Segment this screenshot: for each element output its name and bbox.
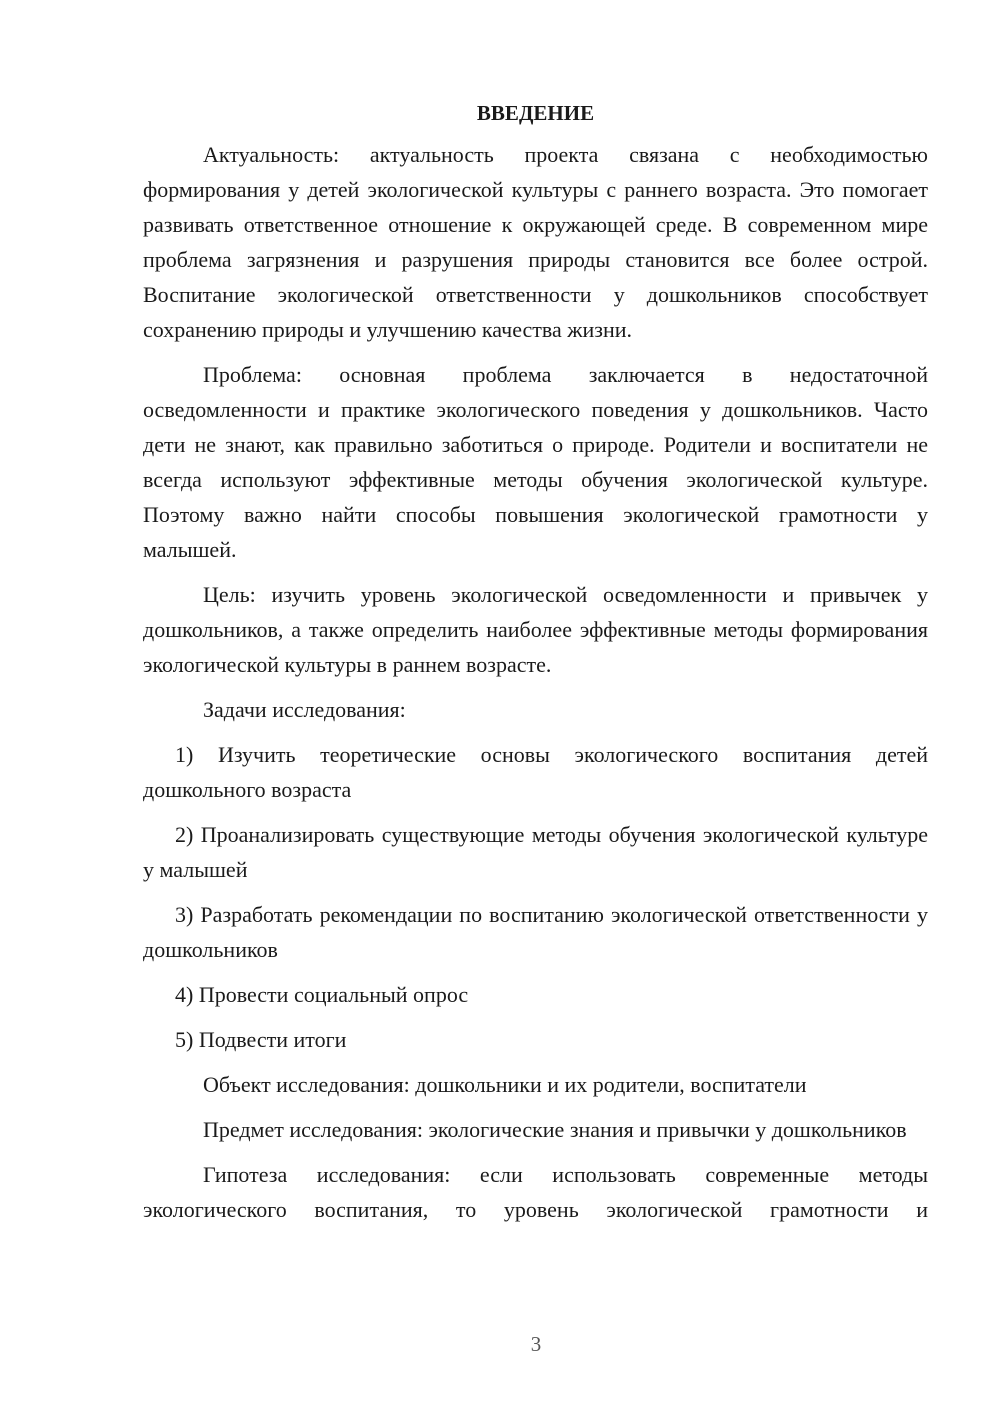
paragraph-goal: Цель: изучить уровень экологической осведомленности и привычек у дошкольников, а также определить наиболее эффективные методы формирования экологической культуры в раннем возрасте. [143,582,928,677]
paragraph-subject: Предмет исследования: экологические знания и привычки у дошкольников [203,1117,907,1142]
paragraph-hypothesis: Гипотеза исследования: если использовать современные методы экологического воспитания, то уровень экологической грамотности и [143,1162,928,1222]
task-item-5: 5) Подвести итоги [175,1027,347,1052]
task-item-4: 4) Провести социальный опрос [175,982,469,1007]
task-item-1: 1) Изучить теоретические основы экологического воспитания детей дошкольного возраста [143,742,928,802]
paragraph-relevance: Актуальность: актуальность проекта связана с необходимостью формирования у детей экологической культуры с раннего возраста. Это помогает развивать ответственное отношение к окружающей среде. В современном мире проблема загрязнения и разрушения природы становится все более острой. Воспитание экологической ответственности у дошкольников способствует сохранению природы и улучшению качества жизни. [143,142,928,342]
task-item-2: 2) Проанализировать существующие методы обучения экологической культуре у малышей [143,822,928,882]
page-content [143,96,928,1227]
task-item-3: 3) Разработать рекомендации по воспитанию экологической ответственности у дошкольников [143,902,928,962]
page-number: 3 [530,1332,542,1356]
paragraph-tasks-heading: Задачи исследования: [203,697,406,722]
paragraph-problem: Проблема: основная проблема заключается в недостаточной осведомленности и практике экологического поведения у дошкольников. Часто дети не знают, как правильно заботиться о природе. Родители и воспитатели не всегда используют эффективные методы обучения экологической культуре. Поэтому важно найти способы повышения экологической грамотности у малышей. [143,362,928,562]
section-title: ВВЕДЕНИЕ [476,101,595,125]
paragraph-object: Объект исследования: дошкольники и их родители, воспитатели [203,1072,807,1097]
